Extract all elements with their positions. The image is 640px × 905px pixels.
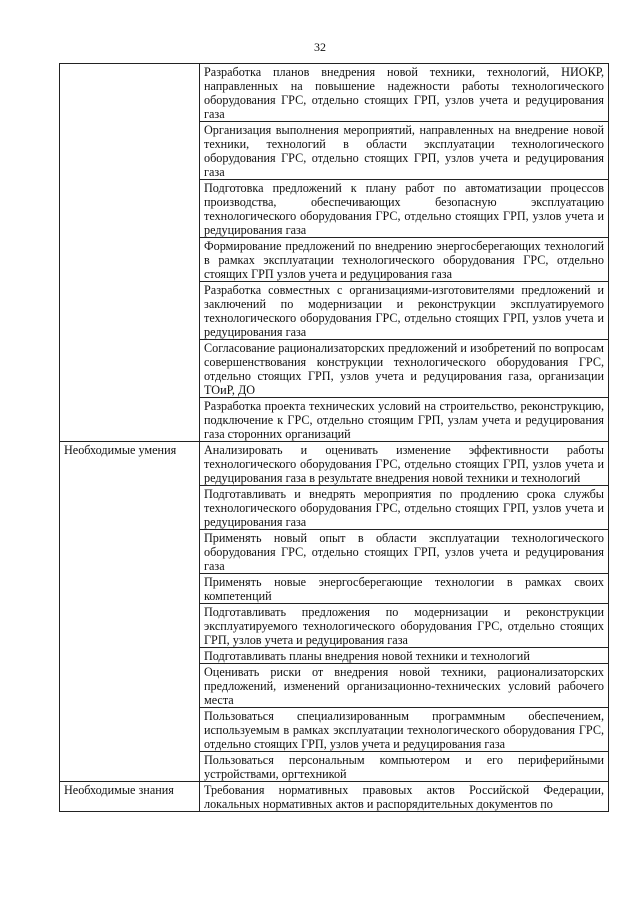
table-cell: Применять новый опыт в области эксплуатации технологического оборудования ГРС, отдельно стоящих ГРП, узлов учета и редуцирования газа [200,530,609,574]
table-cell: Пользоваться специализированным программным обеспечением, используемым в рамках эксплуатации технологического оборудования ГРС, отдельно стоящих ГРП, узлов учета и редуцирования газа [200,708,609,752]
table-cell: Пользоваться персональным компьютером и его периферийными устройствами, оргтехникой [200,752,609,782]
table-cell: Подготавливать и внедрять мероприятия по продлению срока службы технологического оборудования ГРС, отдельно стоящих ГРП, узлов учета и редуцирования газа [200,486,609,530]
table-cell: Подготавливать предложения по модернизации и реконструкции эксплуатируемого технологического оборудования ГРС, отдельно стоящих ГРП, узлов учета и редуцирования газа [200,604,609,648]
table-cell: Организация выполнения мероприятий, направленных на внедрение новой техники, технологий в области эксплуатации технологического оборудования ГРС, отдельно стоящих ГРП, узлов учета и редуцирования газа [200,122,609,180]
section-label-continued [60,64,200,442]
table-cell: Подготовка предложений к плану работ по автоматизации процессов производства, обеспечивающих безопасную эксплуатацию технологического оборудования ГРС, отдельно стоящих ГРП, узлов учета и редуцирования газа [200,180,609,238]
table-cell: Разработка планов внедрения новой техники, технологий, НИОКР, направленных на повышение надежности работы технологического оборудования ГРС, отдельно стоящих ГРП, узлов учета и редуцирования газа [200,64,609,122]
table-cell: Согласование рационализаторских предложений и изобретений по вопросам совершенствования конструкции технологического оборудования ГРС, отдельно стоящих ГРП, узлов учета и редуцирования газа, организации ТОиР, ДО [200,340,609,398]
requirements-table [59,63,609,812]
table-cell: Оценивать риски от внедрения новой техники, рационализаторских предложений, изменений организационно-технических условий рабочего места [200,664,609,708]
table-row [60,64,609,122]
table-cell: Разработка совместных с организациями-изготовителями предложений и заключений по модернизации и реконструкции эксплуатируемого технологического оборудования ГРС, отдельно стоящих ГРП, узлов учета и редуцирования газа [200,282,609,340]
table-row [60,782,609,812]
table-cell: Формирование предложений по внедрению энергосберегающих технологий в рамках эксплуатации технологического оборудования ГРС, отдельно стоящих ГРП узлов учета и редуцирования газа [200,238,609,282]
table-cell: Применять новые энергосберегающие технологии в рамках своих компетенций [200,574,609,604]
skills-label: Необходимые умения [60,442,200,782]
table-cell: Подготавливать планы внедрения новой техники и технологий [200,648,609,664]
table-cell: Требования нормативных правовых актов Российской Федерации, локальных нормативных актов и распорядительных документов по [200,782,609,812]
table-cell: Разработка проекта технических условий на строительство, реконструкцию, подключение к ГРС, отдельно стоящим ГРП, узлам учета и редуцирования газа сторонних организаций [200,398,609,442]
table-cell: Анализировать и оценивать изменение эффективности работы технологического оборудования ГРС, отдельно стоящих ГРП, узлов учета и редуцирования газа в результате внедрения новой техники и технологий [200,442,609,486]
table-row [60,442,609,486]
page-number: 32 [314,40,326,54]
knowledge-label: Необходимые знания [60,782,200,812]
